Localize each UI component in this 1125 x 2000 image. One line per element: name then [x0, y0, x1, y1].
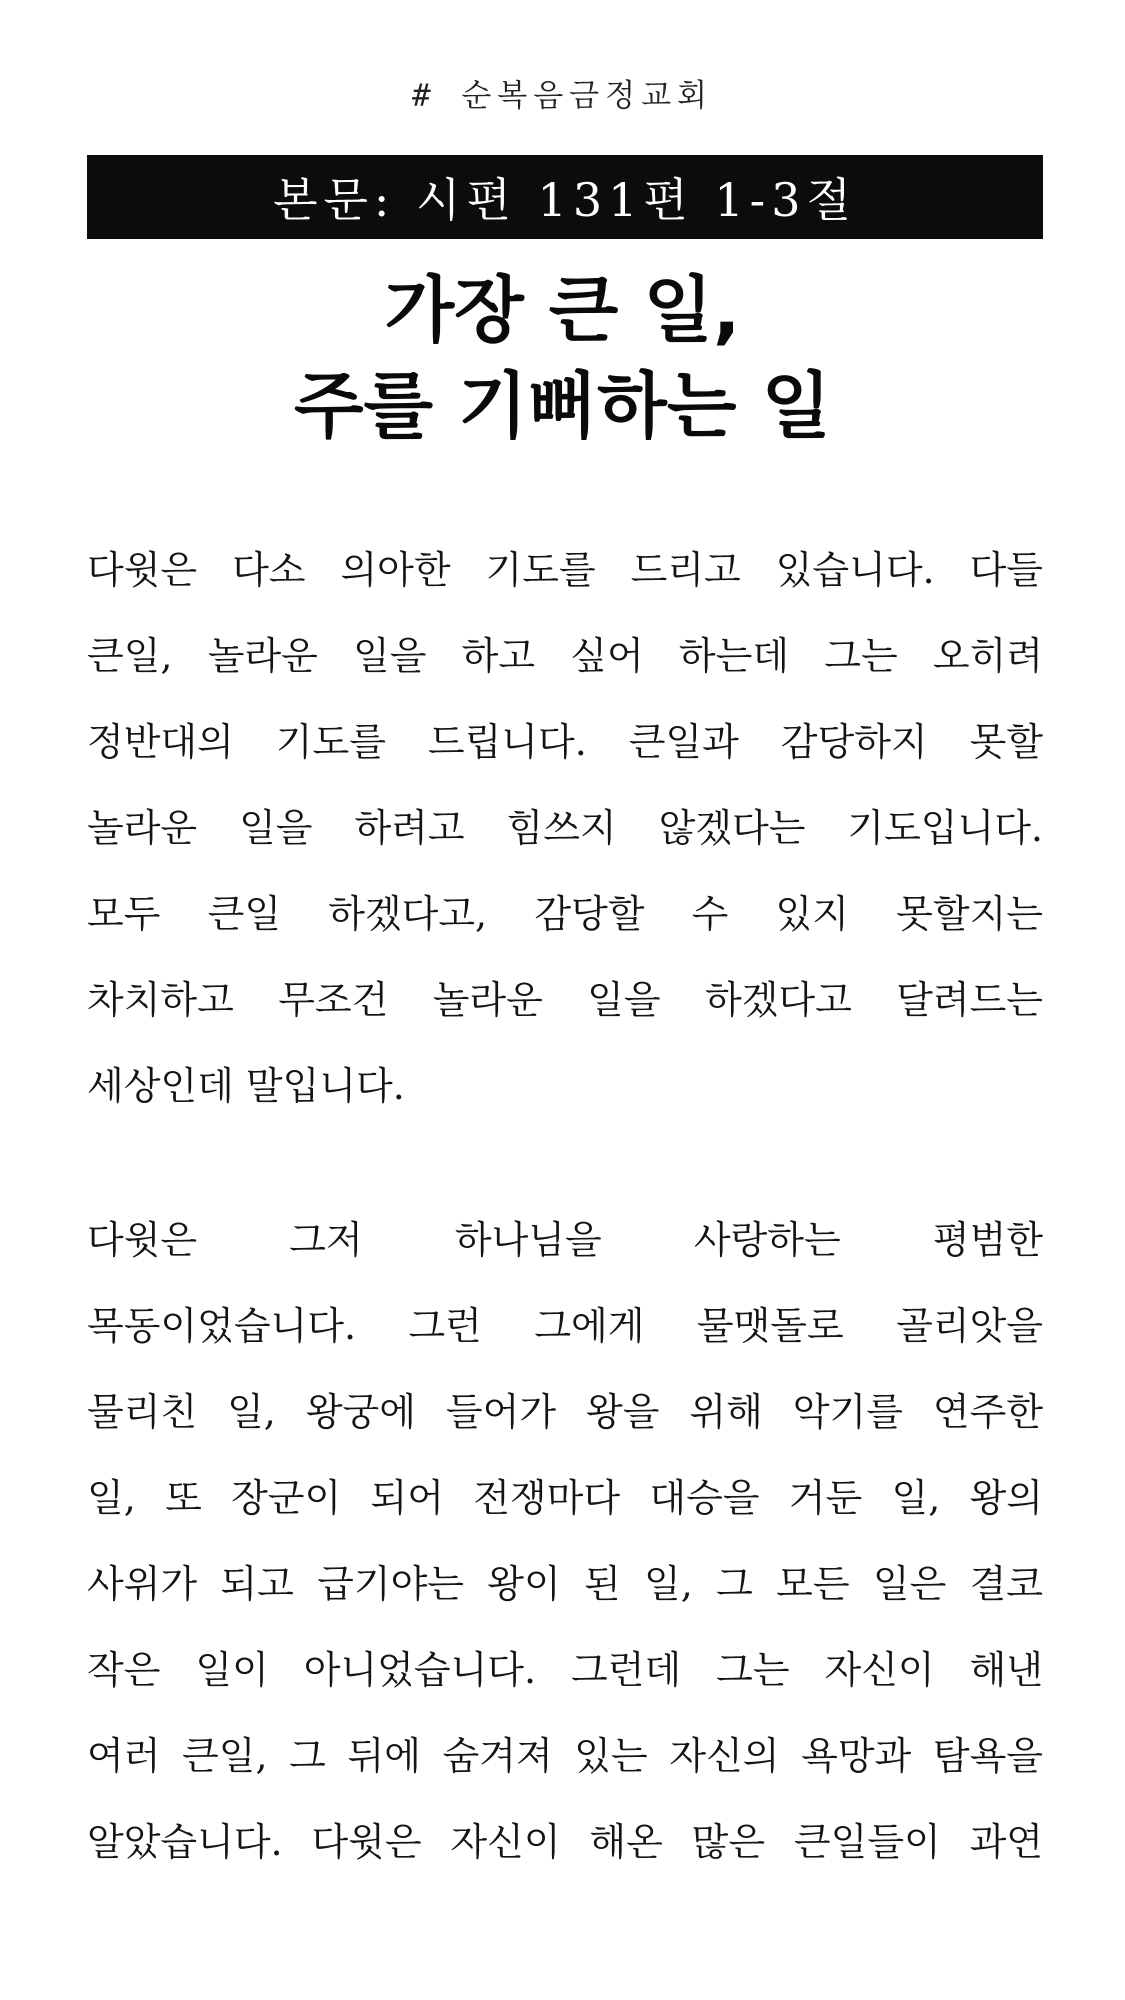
paragraph-line: 알았습니다. 다윗은 자신이 해온 많은 큰일들이 과연 [87, 1820, 1043, 1864]
paragraph-line: 놀라운 일을 하려고 힘쓰지 않겠다는 기도입니다. [87, 806, 1043, 850]
paragraph-line: 일, 또 장군이 되어 전쟁마다 대승을 거둔 일, 왕의 [87, 1476, 1043, 1520]
paragraph-line: 큰일, 놀라운 일을 하고 싶어 하는데 그는 오히려 [87, 634, 1043, 678]
paragraph-line: 작은 일이 아니었습니다. 그런데 그는 자신이 해낸 [87, 1648, 1043, 1692]
paragraph-line: 물리친 일, 왕궁에 들어가 왕을 위해 악기를 연주한 [87, 1390, 1043, 1434]
paragraph-line: 다윗은 다소 의아한 기도를 드리고 있습니다. 다들 [87, 548, 1043, 592]
sermon-title [0, 262, 1125, 454]
paragraph-line: 목동이었습니다. 그런 그에게 물맷돌로 골리앗을 [87, 1304, 1043, 1348]
body-paragraph-1 [87, 527, 1043, 1129]
body-paragraph-2 [87, 1197, 1043, 1885]
church-tagline: # 순복음금정교회 [412, 78, 713, 114]
paragraph-line: 세상인데 말입니다. [87, 1064, 405, 1108]
paragraph-line: 사위가 되고 급기야는 왕이 된 일, 그 모든 일은 결코 [87, 1562, 1043, 1606]
paragraph-line: 다윗은 그저 하나님을 사랑하는 평범한 [87, 1218, 1043, 1262]
scripture-banner: 본문: 시편 131편 1-3절 [87, 155, 1043, 239]
paragraph-line: 여러 큰일, 그 뒤에 숨겨져 있는 자신의 욕망과 탐욕을 [87, 1734, 1043, 1778]
paragraph-line: 정반대의 기도를 드립니다. 큰일과 감당하지 못할 [87, 720, 1043, 764]
sermon-title-line-2: 주를 기뻐하는 일 [294, 364, 831, 448]
sermon-title-line-1: 가장 큰 일, [384, 268, 741, 352]
paragraph-line: 모두 큰일 하겠다고, 감당할 수 있지 못할지는 [87, 892, 1043, 936]
paragraph-line: 차치하고 무조건 놀라운 일을 하겠다고 달려드는 [87, 978, 1043, 1022]
